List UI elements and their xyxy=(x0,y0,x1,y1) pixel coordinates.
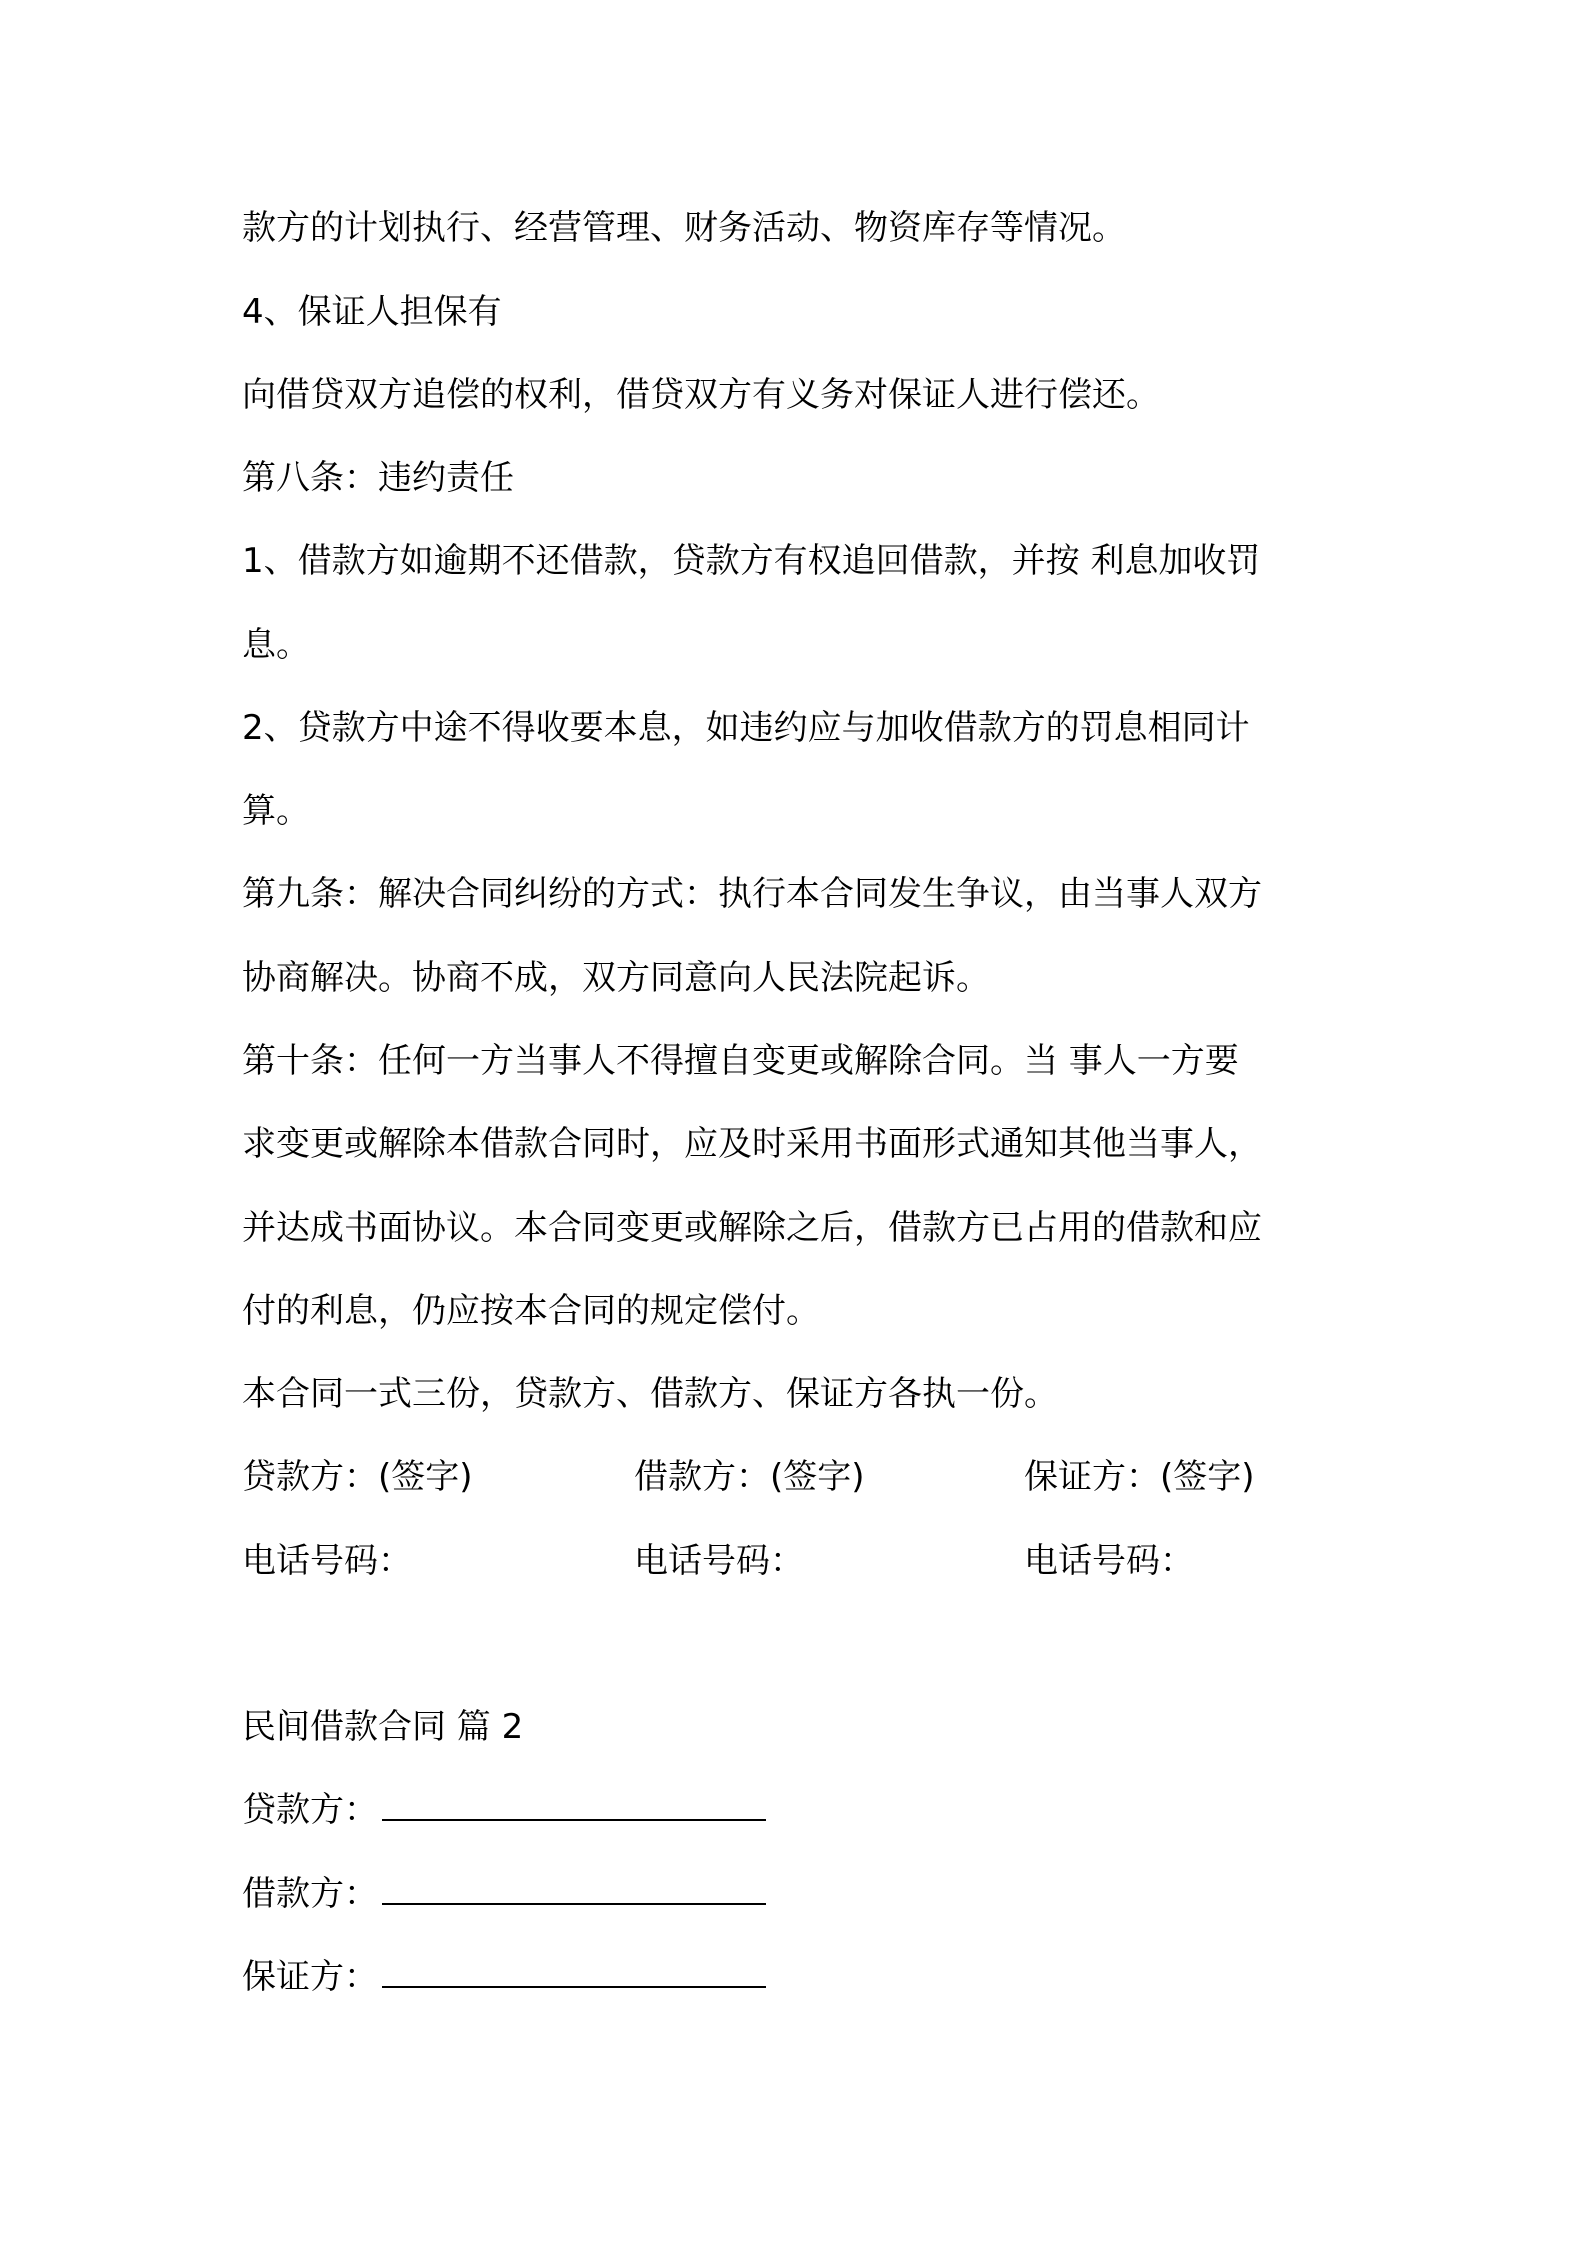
paragraph-line: 第十条：任何一方当事人不得擅自变更或解除合同。当 事人一方要 xyxy=(242,1041,1239,1081)
lender-signature-label: 贷款方：(签字) xyxy=(242,1457,473,1497)
paragraph-line: 向借贷双方追偿的权利，借贷双方有义务对保证人进行偿还。 xyxy=(242,375,1160,415)
borrower-phone-label: 电话号码： xyxy=(634,1541,804,1581)
paragraph-line: 求变更或解除本借款合同时，应及时采用书面形式通知其他当事人， xyxy=(242,1124,1262,1164)
paragraph-line: 息。 xyxy=(242,625,310,665)
lender-phone-label: 电话号码： xyxy=(242,1541,412,1581)
paragraph-line: 款方的计划执行、经营管理、财务活动、物资库存等情况。 xyxy=(242,208,1126,248)
paragraph-line: 2、贷款方中途不得收要本息，如违约应与加收借款方的罚息相同计 xyxy=(242,708,1250,748)
guarantor-phone-label: 电话号码： xyxy=(1024,1541,1194,1581)
article-heading: 第八条：违约责任 xyxy=(242,458,514,498)
lender-blank-line xyxy=(382,1789,766,1821)
lender-field-label: 贷款方： xyxy=(242,1790,378,1830)
guarantor-blank-line xyxy=(382,1956,766,1988)
guarantor-field xyxy=(242,1955,766,1999)
paragraph-line: 4、保证人担保有 xyxy=(242,292,502,332)
paragraph-line: 付的利息，仍应按本合同的规定偿付。 xyxy=(242,1291,820,1331)
paragraph-line: 本合同一式三份，贷款方、借款方、保证方各执一份。 xyxy=(242,1374,1058,1414)
paragraph-line: 算。 xyxy=(242,791,310,831)
paragraph-line: 并达成书面协议。本合同变更或解除之后，借款方已占用的借款和应 xyxy=(242,1208,1262,1248)
borrower-signature-label: 借款方：(签字) xyxy=(634,1457,865,1497)
paragraph-line: 协商解决。协商不成，双方同意向人民法院起诉。 xyxy=(242,958,990,998)
section-title: 民间借款合同 篇 2 xyxy=(242,1707,524,1747)
paragraph-line: 第九条：解决合同纠纷的方式：执行本合同发生争议，由当事人双方 xyxy=(242,874,1262,914)
borrower-blank-line xyxy=(382,1873,766,1905)
borrower-field xyxy=(242,1872,766,1916)
lender-field xyxy=(242,1788,766,1832)
paragraph-line: 1、借款方如逾期不还借款，贷款方有权追回借款，并按 利息加收罚 xyxy=(242,541,1261,581)
guarantor-field-label: 保证方： xyxy=(242,1957,378,1997)
guarantor-signature-label: 保证方：(签字) xyxy=(1024,1457,1255,1497)
borrower-field-label: 借款方： xyxy=(242,1874,378,1914)
